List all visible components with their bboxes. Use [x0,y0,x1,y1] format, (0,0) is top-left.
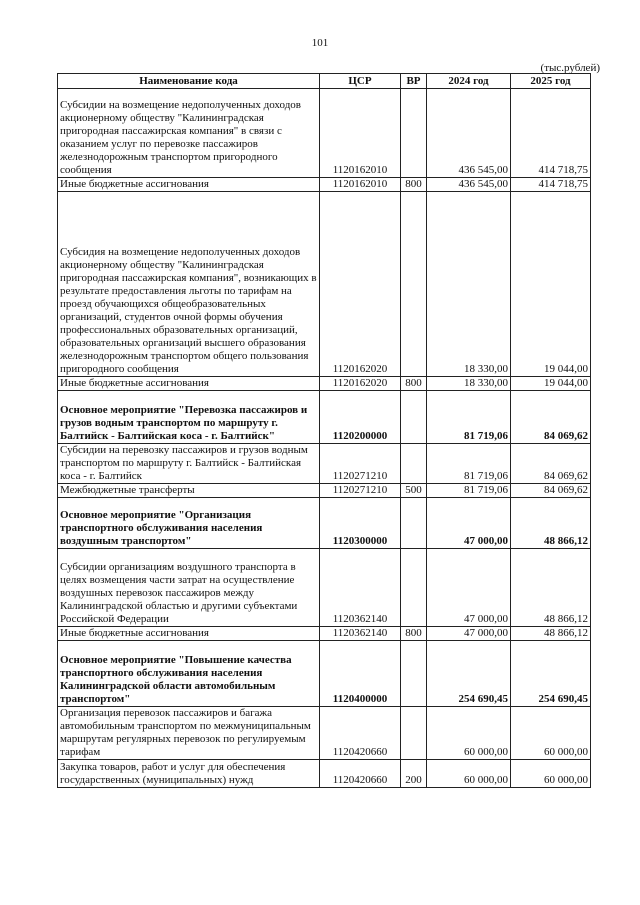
row-name: Субсидии на перевозку пассажиров и грузов водным транспортом по маршруту г. Балтийск - Балтийская коса - г. Балтийск [58,444,320,484]
row-name: Межбюджетные трансферты [58,484,320,498]
row-vr: 200 [401,760,427,788]
row-2025: 84 069,62 [511,484,591,498]
row-csr: 1120200000 [320,391,401,444]
row-2025: 19 044,00 [511,192,591,377]
table-row [58,192,591,377]
header-name: Наименование кода [58,74,320,89]
row-csr: 1120300000 [320,498,401,549]
row-2024: 18 330,00 [427,377,511,391]
header-vr: ВР [401,74,427,89]
row-vr: 800 [401,627,427,641]
row-name: Организация перевозок пассажиров и багажа автомобильным транспортом по межмуниципальным маршрутам регулярных перевозок по регулируемым тарифам [58,707,320,760]
table-row [58,707,591,760]
row-vr [401,192,427,377]
row-vr [401,707,427,760]
row-vr: 800 [401,377,427,391]
table-row [58,760,591,788]
row-2025: 254 690,45 [511,641,591,707]
row-csr: 1120420660 [320,760,401,788]
row-2025: 414 718,75 [511,89,591,178]
table-row [58,641,591,707]
row-2025: 48 866,12 [511,549,591,627]
row-2024: 60 000,00 [427,707,511,760]
row-name: Субсидии на возмещение недополученных доходов акционерному обществу "Калининградская пригородная пассажирская компания" в связи с оказанием услуг по перевозке пассажиров железнодорожным транспортом пригородного сообщения [58,89,320,178]
row-2024: 81 719,06 [427,444,511,484]
page-number: 101 [311,37,329,49]
row-2025: 414 718,75 [511,178,591,192]
row-2024: 47 000,00 [427,549,511,627]
table-body [58,89,591,788]
row-vr [401,89,427,178]
row-2024: 436 545,00 [427,89,511,178]
row-2024: 254 690,45 [427,641,511,707]
row-vr [401,391,427,444]
row-name: Субсидия на возмещение недополученных доходов акционерному обществу "Калининградская пригородная пассажирская компания", возникающих в результате предоставления льготы по тарифам на проезд обучающихся общеобразовательных организаций, студентов очной формы обучения профессиональных образовательных организаций, образовательных организаций высшего образования железнодорожным транспортом общего пользования пригородного сообщения [58,192,320,377]
row-csr: 1120420660 [320,707,401,760]
row-vr: 500 [401,484,427,498]
row-2025: 60 000,00 [511,707,591,760]
row-csr: 1120271210 [320,444,401,484]
units-label: (тыс.рублей) [540,62,600,74]
table-row [58,484,591,498]
table-row [58,178,591,192]
row-2025: 48 866,12 [511,627,591,641]
row-csr: 1120162020 [320,377,401,391]
row-csr: 1120162020 [320,192,401,377]
row-vr [401,549,427,627]
row-name: Иные бюджетные ассигнования [58,627,320,641]
row-name: Иные бюджетные ассигнования [58,178,320,192]
row-vr [401,498,427,549]
row-2025: 19 044,00 [511,377,591,391]
row-csr: 1120400000 [320,641,401,707]
row-name: Основное мероприятие "Перевозка пассажиров и грузов водным транспортом по маршруту г. Балтийск - Балтийская коса - г. Балтийск" [58,391,320,444]
table-row [58,89,591,178]
row-name: Иные бюджетные ассигнования [58,377,320,391]
row-2024: 47 000,00 [427,627,511,641]
row-csr: 1120162010 [320,89,401,178]
row-name: Основное мероприятие "Повышение качества транспортного обслуживания населения Калининградской области автомобильным транспортом" [58,641,320,707]
row-2025: 84 069,62 [511,444,591,484]
table-header-row [58,74,591,89]
row-2024: 18 330,00 [427,192,511,377]
table-row [58,377,591,391]
header-2024: 2024 год [427,74,511,89]
row-2024: 60 000,00 [427,760,511,788]
table-row [58,627,591,641]
row-csr: 1120362140 [320,627,401,641]
row-2024: 81 719,06 [427,391,511,444]
header-csr: ЦСР [320,74,401,89]
row-csr: 1120162010 [320,178,401,192]
row-vr: 800 [401,178,427,192]
row-2025: 84 069,62 [511,391,591,444]
table-row [58,549,591,627]
table-row [58,391,591,444]
row-csr: 1120271210 [320,484,401,498]
table-row [58,444,591,484]
row-name: Субсидии организациям воздушного транспорта в целях возмещения части затрат на осуществление воздушных перевозок пассажиров между Калининградской областью и другими субъектами Российской Федерации [58,549,320,627]
header-2025: 2025 год [511,74,591,89]
row-2025: 48 866,12 [511,498,591,549]
row-2024: 436 545,00 [427,178,511,192]
row-vr [401,444,427,484]
table-row [58,498,591,549]
row-2025: 60 000,00 [511,760,591,788]
row-name: Закупка товаров, работ и услуг для обеспечения государственных (муниципальных) нужд [58,760,320,788]
row-2024: 47 000,00 [427,498,511,549]
row-csr: 1120362140 [320,549,401,627]
budget-table [57,73,591,788]
row-vr [401,641,427,707]
row-name: Основное мероприятие "Организация транспортного обслуживания населения воздушным транспортом" [58,498,320,549]
row-2024: 81 719,06 [427,484,511,498]
